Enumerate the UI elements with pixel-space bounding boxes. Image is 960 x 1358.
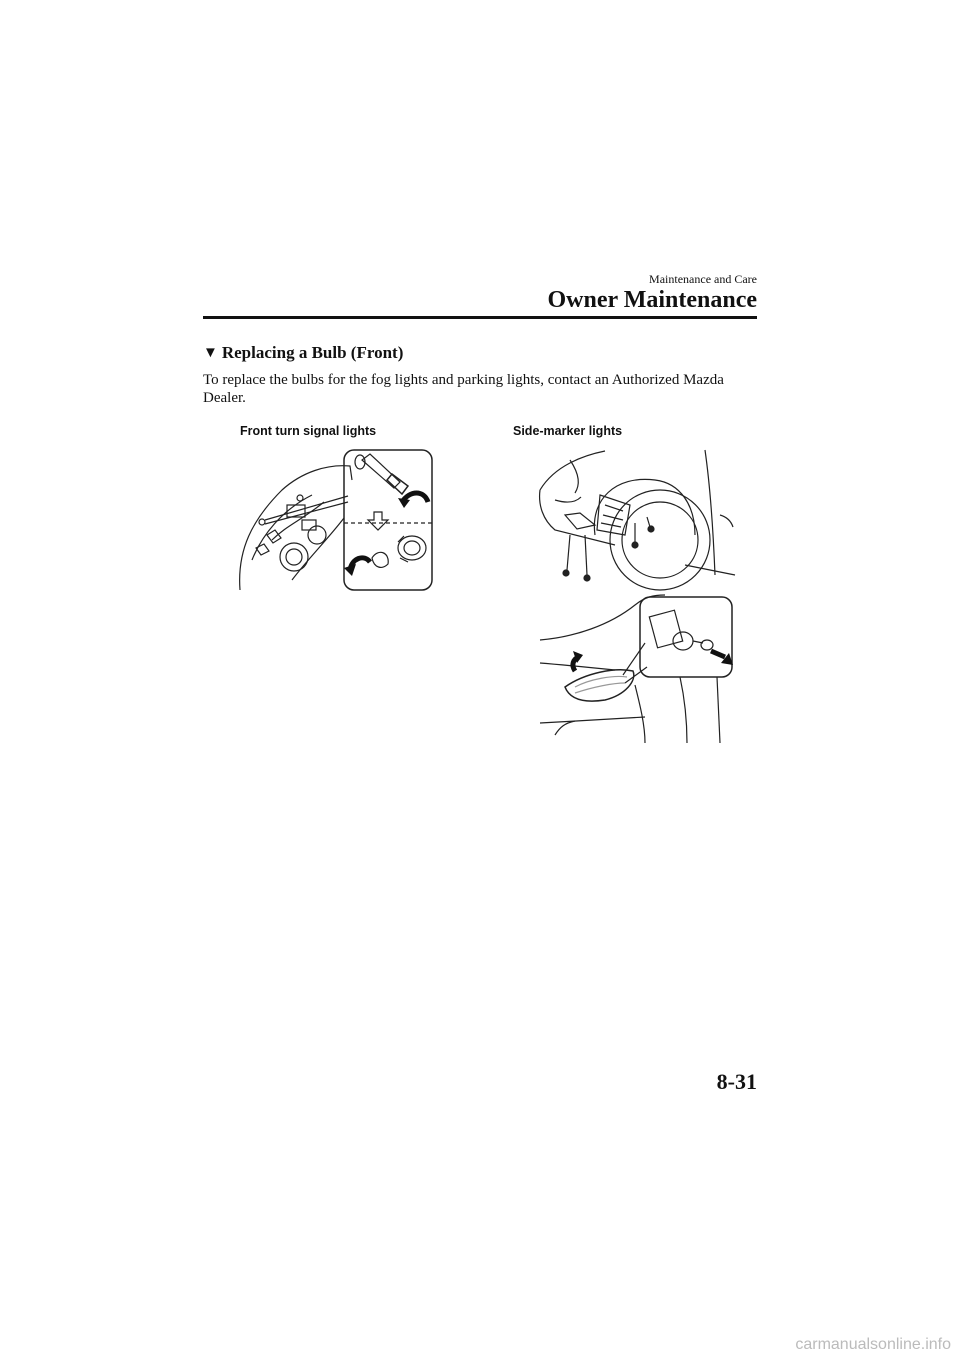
triangle-down-icon: ▼ bbox=[203, 344, 218, 361]
page-number: 8-31 bbox=[716, 1069, 757, 1094]
instruction-paragraph: To replace the bulbs for the fog lights and parking lights, contact an Authorized Mazda Dealer. bbox=[203, 372, 724, 406]
section-heading bbox=[203, 343, 403, 363]
section-name: Maintenance and Care bbox=[649, 272, 757, 286]
page-title: Owner Maintenance bbox=[547, 287, 757, 313]
watermark: carmanualsonline.info bbox=[795, 1336, 951, 1353]
side-marker-illustration bbox=[535, 445, 740, 745]
side-marker-figure-label: Side-marker lights bbox=[513, 424, 623, 438]
turn-signal-illustration bbox=[232, 440, 437, 600]
header-divider bbox=[203, 316, 757, 319]
section-heading-text: Replacing a Bulb (Front) bbox=[221, 343, 404, 362]
turn-signal-figure-label: Front turn signal lights bbox=[240, 424, 377, 438]
